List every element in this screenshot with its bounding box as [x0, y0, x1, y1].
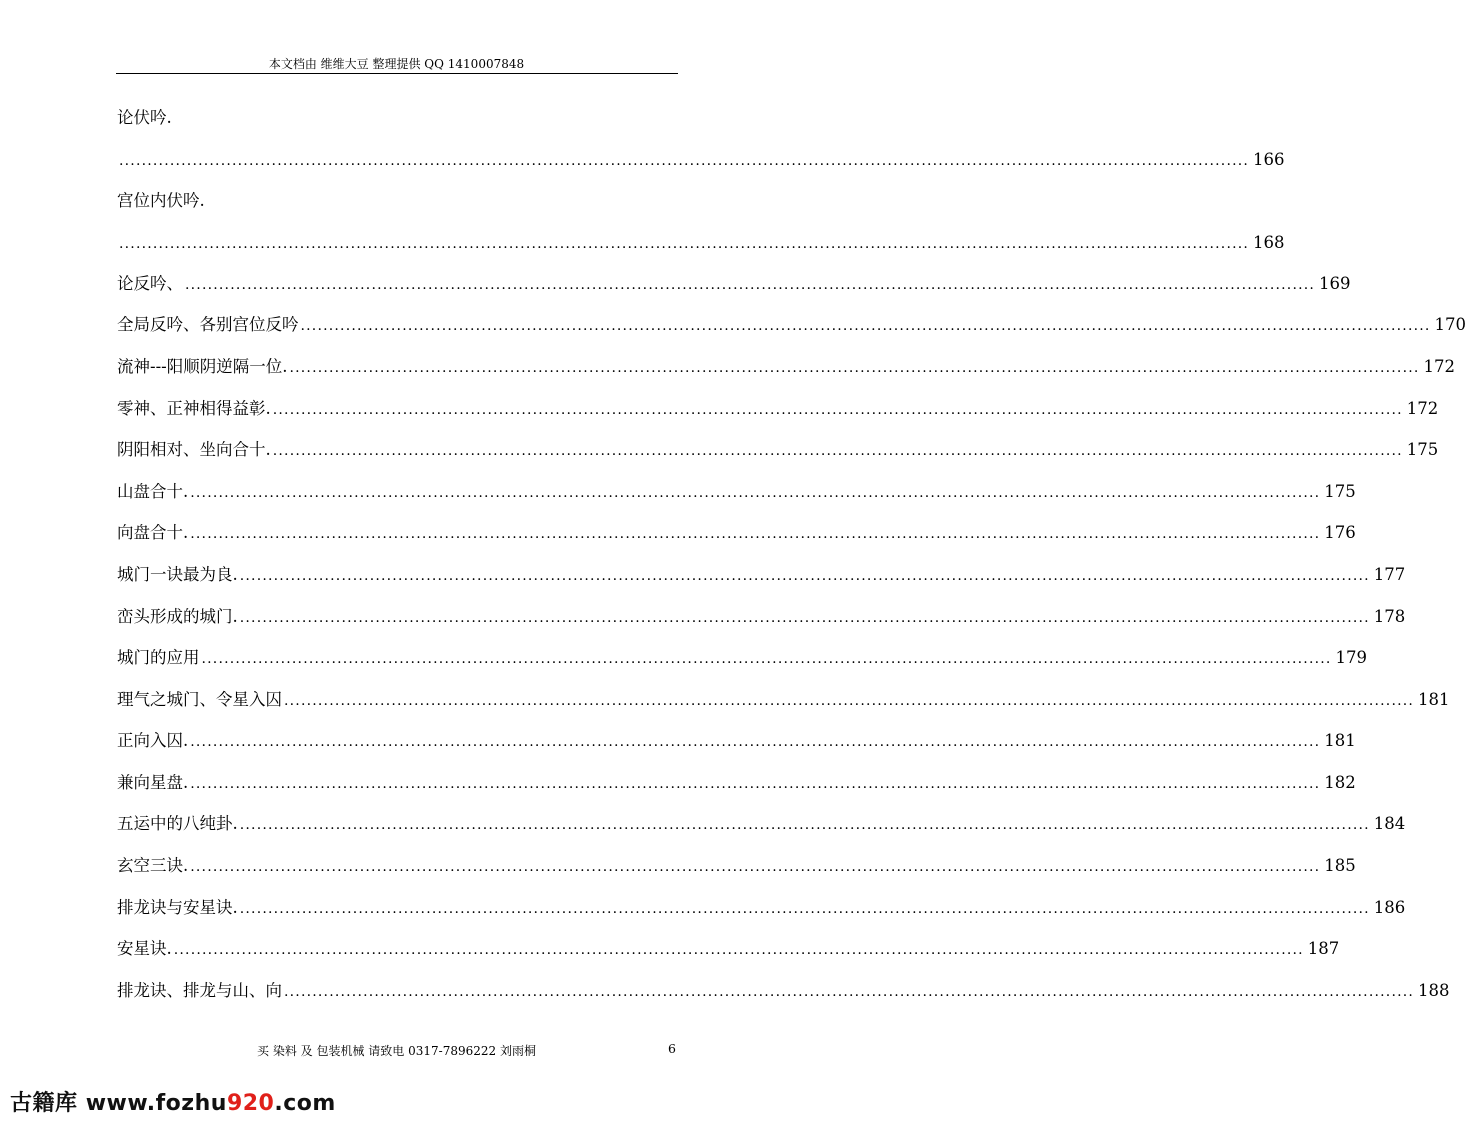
toc-page-number: 188 [1418, 981, 1450, 1000]
toc-label: 阴阳相对、坐向合十. [117, 440, 271, 459]
watermark-tld: .com [274, 1091, 336, 1116]
toc-label: 正向入囚. [117, 731, 189, 750]
dot-leader: ........................................................................................................................................................................................................ [300, 318, 1431, 334]
toc-label: 城门的应用 [117, 648, 200, 667]
toc-entry-title[interactable] [117, 190, 205, 212]
toc-label: 安星诀. [117, 939, 172, 958]
toc-page-number: 166 [1253, 150, 1285, 169]
toc-entry[interactable] [117, 522, 1356, 544]
toc-label: 兼向星盘. [117, 773, 189, 792]
toc-page-number: 172 [1406, 399, 1439, 418]
toc-label: 零神、正神相得益彰. [117, 399, 271, 418]
dot-leader: ........................................................................................................................................................................................................ [239, 817, 1370, 833]
toc-page-number: 184 [1373, 814, 1406, 833]
toc-entry[interactable] [117, 564, 1406, 586]
page-number: 6 [668, 1041, 676, 1056]
toc-label: 山盘合十. [117, 482, 189, 501]
page-footer: 买 染料 及 包装机械 请致电 0317-7896222 刘雨桐 [257, 1044, 536, 1058]
dot-leader: ........................................................................................................................................................................................................ [190, 734, 1321, 750]
toc-label: 玄空三诀. [117, 856, 189, 875]
toc-page-number: 181 [1418, 690, 1450, 709]
toc-page-number: 172 [1423, 357, 1456, 376]
dot-leader: ........................................................................................................................................................................................................ [190, 526, 1321, 542]
toc-entry[interactable] [117, 356, 1456, 378]
toc-page-number: 176 [1324, 523, 1356, 542]
dot-leader: ........................................................................................................................................................................................................ [190, 485, 1321, 501]
dot-leader: ........................................................................................................................................................................................................ [190, 776, 1321, 792]
toc-entry-leader [117, 232, 1285, 254]
toc-label: 向盘合十. [117, 523, 189, 542]
toc-page-number: 187 [1307, 939, 1340, 958]
toc-entry[interactable] [117, 813, 1406, 835]
toc-label: 流神---阳顺阴逆隔一位. [117, 357, 288, 376]
dot-leader: ........................................................................................................................................................................................................ [284, 693, 1415, 709]
toc-label: 宫位内伏吟. [117, 191, 205, 210]
toc-entry-leader [117, 149, 1285, 171]
toc-entry[interactable] [117, 314, 1466, 336]
dot-leader: ........................................................................................................................................................................................................ [239, 610, 1370, 626]
toc-entry[interactable] [117, 730, 1356, 752]
toc-entry[interactable] [117, 398, 1439, 420]
dot-leader: ........................................................................................................................................................................................................ [201, 651, 1332, 667]
toc-label: 城门一诀最为良. [117, 565, 238, 584]
toc-entry[interactable] [117, 980, 1450, 1002]
dot-leader: ........................................................................................................................................................................................................ [119, 236, 1250, 252]
toc-page-number: 185 [1324, 856, 1356, 875]
toc-label: 排龙诀、排龙与山、向 [117, 981, 282, 1000]
toc-label: 论伏吟. [117, 108, 172, 127]
toc-entry[interactable] [117, 647, 1368, 669]
toc-label: 排龙诀与安星诀. [117, 898, 238, 917]
dot-leader: ........................................................................................................................................................................................................ [190, 859, 1321, 875]
toc-entry[interactable] [117, 273, 1351, 295]
toc-entry-title[interactable] [117, 107, 172, 129]
page-header: 本文档由 维维大豆 整理提供 QQ 1410007848 [268, 57, 525, 71]
dot-leader: ........................................................................................................................................................................................................ [272, 443, 1403, 459]
toc-label: 论反吟、 [117, 274, 183, 293]
toc-page-number: 169 [1319, 274, 1351, 293]
dot-leader: ........................................................................................................................................................................................................ [239, 901, 1370, 917]
toc-entry[interactable] [117, 439, 1439, 461]
watermark-name: 古籍库 [10, 1091, 78, 1116]
dot-leader: ........................................................................................................................................................................................................ [284, 984, 1415, 1000]
toc-entry[interactable] [117, 689, 1450, 711]
toc-page-number: 178 [1373, 607, 1406, 626]
toc-entry[interactable] [117, 481, 1356, 503]
toc-label: 峦头形成的城门. [117, 607, 238, 626]
toc-page-number: 186 [1373, 898, 1406, 917]
dot-leader: ........................................................................................................................................................................................................ [119, 153, 1250, 169]
dot-leader: ........................................................................................................................................................................................................ [289, 360, 1420, 376]
toc-page-number: 182 [1324, 773, 1356, 792]
toc-page-number: 168 [1253, 233, 1285, 252]
toc-page-number: 170 [1434, 315, 1466, 334]
toc-page-number: 175 [1324, 482, 1356, 501]
toc-page-number: 181 [1324, 731, 1356, 750]
watermark-site: www.fozhu [85, 1091, 227, 1116]
toc-entry[interactable] [117, 772, 1356, 794]
dot-leader: ........................................................................................................................................................................................................ [185, 277, 1316, 293]
header-rule [116, 73, 678, 74]
toc-entry[interactable] [117, 897, 1406, 919]
dot-leader: ........................................................................................................................................................................................................ [272, 402, 1403, 418]
toc-page-number: 175 [1406, 440, 1439, 459]
toc-entry[interactable] [117, 855, 1356, 877]
toc-entry[interactable] [117, 606, 1406, 628]
toc-label: 全局反吟、各别宫位反吟 [117, 315, 299, 334]
dot-leader: ........................................................................................................................................................................................................ [239, 568, 1370, 584]
site-watermark [10, 1086, 336, 1117]
toc-label: 理气之城门、令星入囚 [117, 690, 282, 709]
toc-label: 五运中的八纯卦. [117, 814, 238, 833]
toc-page-number: 177 [1373, 565, 1406, 584]
toc-page-number: 179 [1335, 648, 1368, 667]
watermark-number: 920 [226, 1091, 275, 1116]
toc-entry[interactable] [117, 938, 1340, 960]
dot-leader: ........................................................................................................................................................................................................ [173, 942, 1304, 958]
